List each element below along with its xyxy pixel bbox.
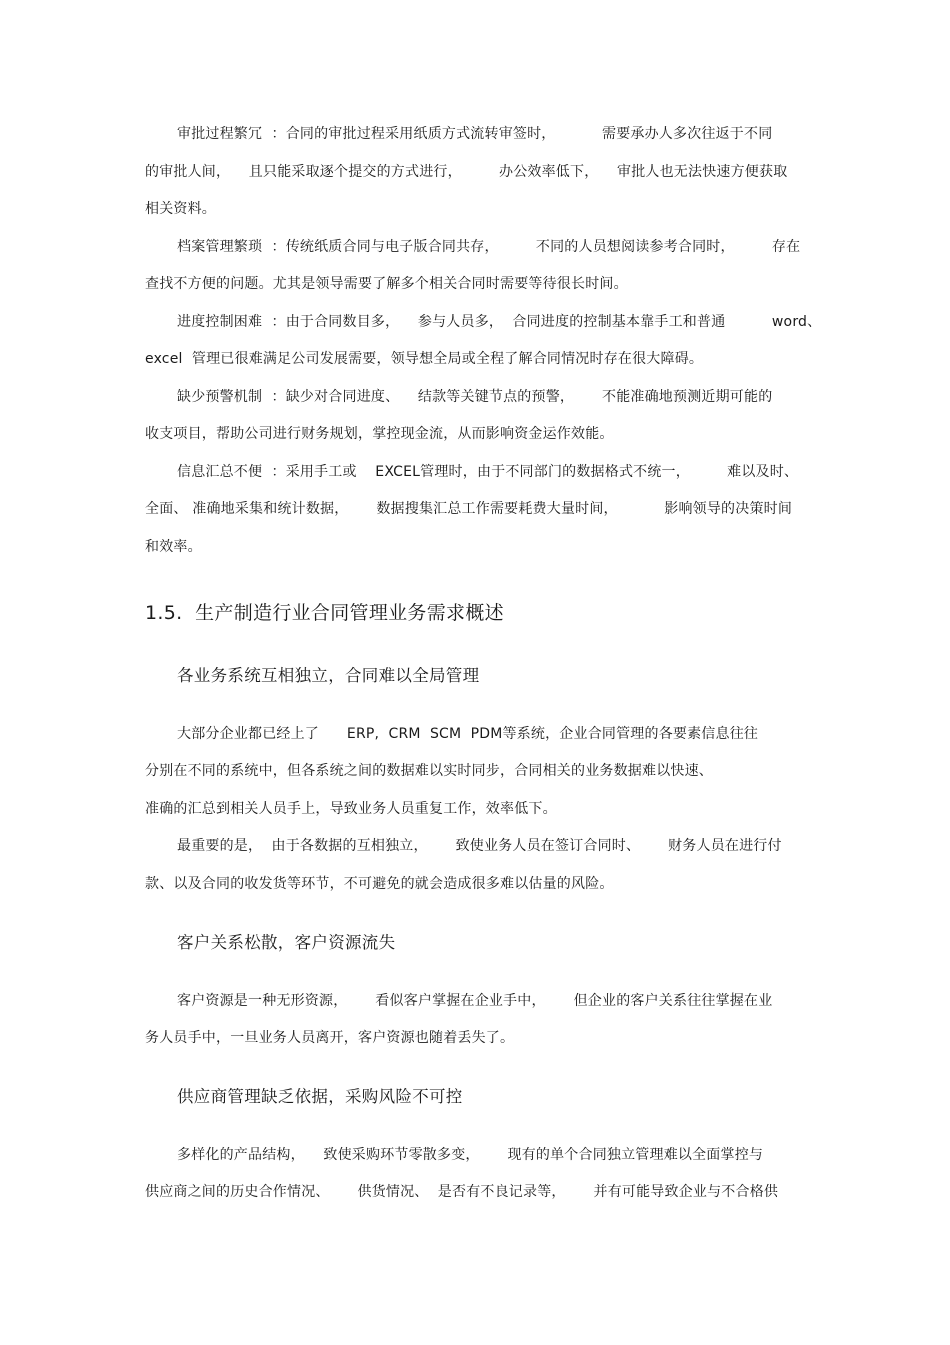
subheading-supplier-management: 供应商管理缺乏依据，采购风险不可控	[177, 1087, 463, 1106]
paragraph-approval-line-3: 相关资料。	[145, 201, 216, 217]
paragraph-summary-line-3: 和效率。	[145, 539, 202, 555]
paragraph-summary-line-2: 全面、 准确地采集和统计数据， 数据搜集汇总工作需要耗费大量时间， 影响领导的决策时间	[145, 501, 793, 517]
paragraph-supplier-line-2: 供应商之间的历史合作情况、 供货情况、 是否有不良记录等， 并有可能导致企业与不合格供	[145, 1184, 779, 1200]
paragraph-systems-line-2: 分别在不同的系统中，但各系统之间的数据难以实时同步，合同相关的业务数据难以快速、	[145, 763, 713, 779]
paragraph-approval-line-2: 的审批人间， 且只能采取逐个提交的方式进行， 办公效率低下， 审批人也无法快速方便获取	[145, 164, 788, 180]
section-title: 1.5. 生产制造行业合同管理业务需求概述	[145, 602, 504, 624]
paragraph-archive-line-2: 查找不方便的问题。尤其是领导需要了解多个相关合同时需要等待很长时间。	[145, 276, 628, 292]
paragraph-systems-line-1: 大部分企业都已经上了 ERP, CRM SCM PDM等系统，企业合同管理的各要素信息往往	[177, 726, 759, 742]
paragraph-archive-line-1: 档案管理繁琐 ：传统纸质合同与电子版合同共存， 不同的人员想阅读参考合同时， 存在	[177, 239, 801, 255]
paragraph-summary-line-1: 信息汇总不便 ：采用手工或 EXCEL管理时，由于不同部门的数据格式不统一， 难以及时、	[177, 464, 799, 480]
subheading-systems-independent: 各业务系统互相独立，合同难以全局管理	[177, 666, 480, 685]
paragraph-approval-line-1: 审批过程繁冗 ：合同的审批过程采用纸质方式流转审签时， 需要承办人多次往返于不同	[177, 126, 773, 142]
paragraph-customer-line-2: 务人员手中，一旦业务人员离开，客户资源也随着丢失了。	[145, 1030, 515, 1046]
paragraph-warning-line-2: 收支项目，帮助公司进行财务规划，掌控现金流，从而影响资金运作效能。	[145, 426, 614, 442]
paragraph-warning-line-1: 缺少预警机制 ：缺少对合同进度、 结款等关键节点的预警， 不能准确地预测近期可能的	[177, 389, 773, 405]
paragraph-progress-line-2: excel 管理已很难满足公司发展需要，领导想全局或全程了解合同情况时存在很大障碍。	[145, 351, 704, 367]
paragraph-risk-line-1: 最重要的是， 由于各数据的互相独立， 致使业务人员在签订合同时、 财务人员在进行付	[177, 838, 782, 854]
paragraph-risk-line-2: 款、以及合同的收发货等环节，不可避免的就会造成很多难以估量的风险。	[145, 876, 614, 892]
paragraph-customer-line-1: 客户资源是一种无形资源， 看似客户掌握在企业手中， 但企业的客户关系往往掌握在业	[177, 993, 773, 1009]
paragraph-systems-line-3: 准确的汇总到相关人员手上，导致业务人员重复工作，效率低下。	[145, 801, 557, 817]
paragraph-progress-line-1: 进度控制困难 ：由于合同数目多， 参与人员多， 合同进度的控制基本靠手工和普通 word、	[177, 314, 822, 330]
paragraph-supplier-line-1: 多样化的产品结构， 致使采购环节零散多变， 现有的单个合同独立管理难以全面掌控与	[177, 1147, 764, 1163]
subheading-customer-relations: 客户关系松散，客户资源流失	[177, 933, 396, 952]
